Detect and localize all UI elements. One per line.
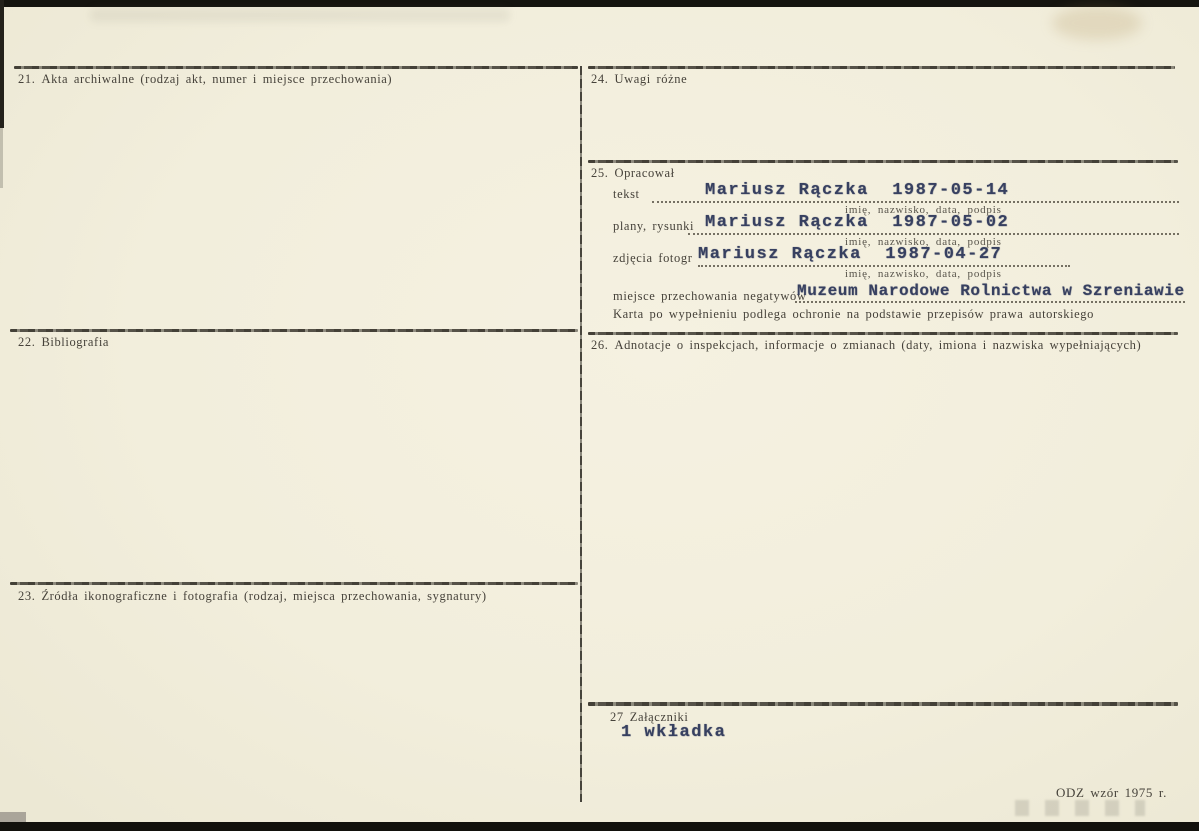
field-label-zdjecia: zdjęcia fotogr: [613, 251, 693, 265]
section-26-heading: [591, 338, 1141, 353]
field-caption-zdjecia: imię, nazwisko, data, podpis: [845, 268, 1002, 280]
section-21-number: 21.: [18, 72, 36, 86]
section-26-number: 26.: [591, 338, 609, 352]
dotted-line-plany: [688, 233, 1179, 235]
dotted-line-negatives: [795, 301, 1185, 303]
section-24-label: Uwagi różne: [614, 72, 688, 86]
rule-above-23: [10, 582, 578, 585]
rule-above-25: [588, 160, 1178, 163]
rule-top-right: [588, 66, 1175, 69]
section-21-label: Akta archiwalne (rodzaj akt, numer i miejsce przechowania): [41, 72, 393, 86]
negatives-label: miejsce przechowania negatywów: [613, 289, 807, 303]
field-caption-tekst: imię, nazwisko, data, podpis: [845, 204, 1002, 216]
field-caption-plany: imię, nazwisko, data, podpis: [845, 236, 1002, 248]
copyright-note: Karta po wypełnieniu podlega ochronie na podstawie przepisów prawa autorskiego: [613, 307, 1094, 321]
section-23-number: 23.: [18, 589, 36, 603]
attachments-value: 1 wkładka: [621, 723, 727, 742]
section-21-heading: [18, 72, 392, 87]
section-26-label: Adnotacje o inspekcjach, informacje o zmianach (daty, imiona i nazwiska wypełniających): [614, 338, 1142, 352]
ink-bleed-ghost: [90, 8, 510, 22]
section-24-number: 24.: [591, 72, 609, 86]
section-25-heading: [591, 166, 675, 181]
rule-above-22: [10, 329, 578, 332]
pencil-scribble: [1015, 800, 1145, 816]
left-scan-edge-faint: [0, 128, 3, 188]
dotted-line-zdjecia: [698, 265, 1070, 267]
top-scan-edge: [0, 0, 1199, 7]
field-value-zdjecia: Mariusz Rączka 1987-04-27: [698, 245, 1003, 264]
section-23-label: Źródła ikonograficzne i fotografia (rodzaj, miejsca przechowania, sygnatury): [41, 589, 487, 603]
section-22-heading: [18, 335, 109, 350]
negatives-value-stamp: Muzeum Narodowe Rolnictwa w Szreniawie: [797, 282, 1185, 300]
dotted-line-tekst: [652, 201, 1179, 203]
field-value-plany: Mariusz Rączka 1987-05-02: [705, 213, 1010, 232]
section-22-label: Bibliografia: [41, 335, 110, 349]
section-23-heading: [18, 589, 487, 604]
section-27-label: Załączniki: [629, 710, 689, 724]
vertical-divider: [580, 66, 582, 802]
section-27-number: 27: [610, 710, 624, 724]
rule-top-left: [14, 66, 578, 69]
bottom-left-notch: [0, 812, 26, 822]
rule-above-26: [588, 332, 1178, 335]
left-scan-edge: [0, 0, 4, 128]
form-code: ODZ wzór 1975 r.: [1056, 785, 1167, 800]
rule-above-27: [588, 702, 1178, 706]
bottom-scan-edge: [0, 822, 1199, 831]
section-22-number: 22.: [18, 335, 36, 349]
section-24-heading: [591, 72, 687, 87]
field-label-plany: plany, rysunki: [613, 219, 695, 233]
field-value-tekst: Mariusz Rączka 1987-05-14: [705, 181, 1010, 200]
section-25-number: 25.: [591, 166, 609, 180]
field-label-tekst: tekst: [613, 187, 640, 201]
section-25-label: Opracował: [614, 166, 675, 180]
paper-stain: [1052, 6, 1142, 40]
